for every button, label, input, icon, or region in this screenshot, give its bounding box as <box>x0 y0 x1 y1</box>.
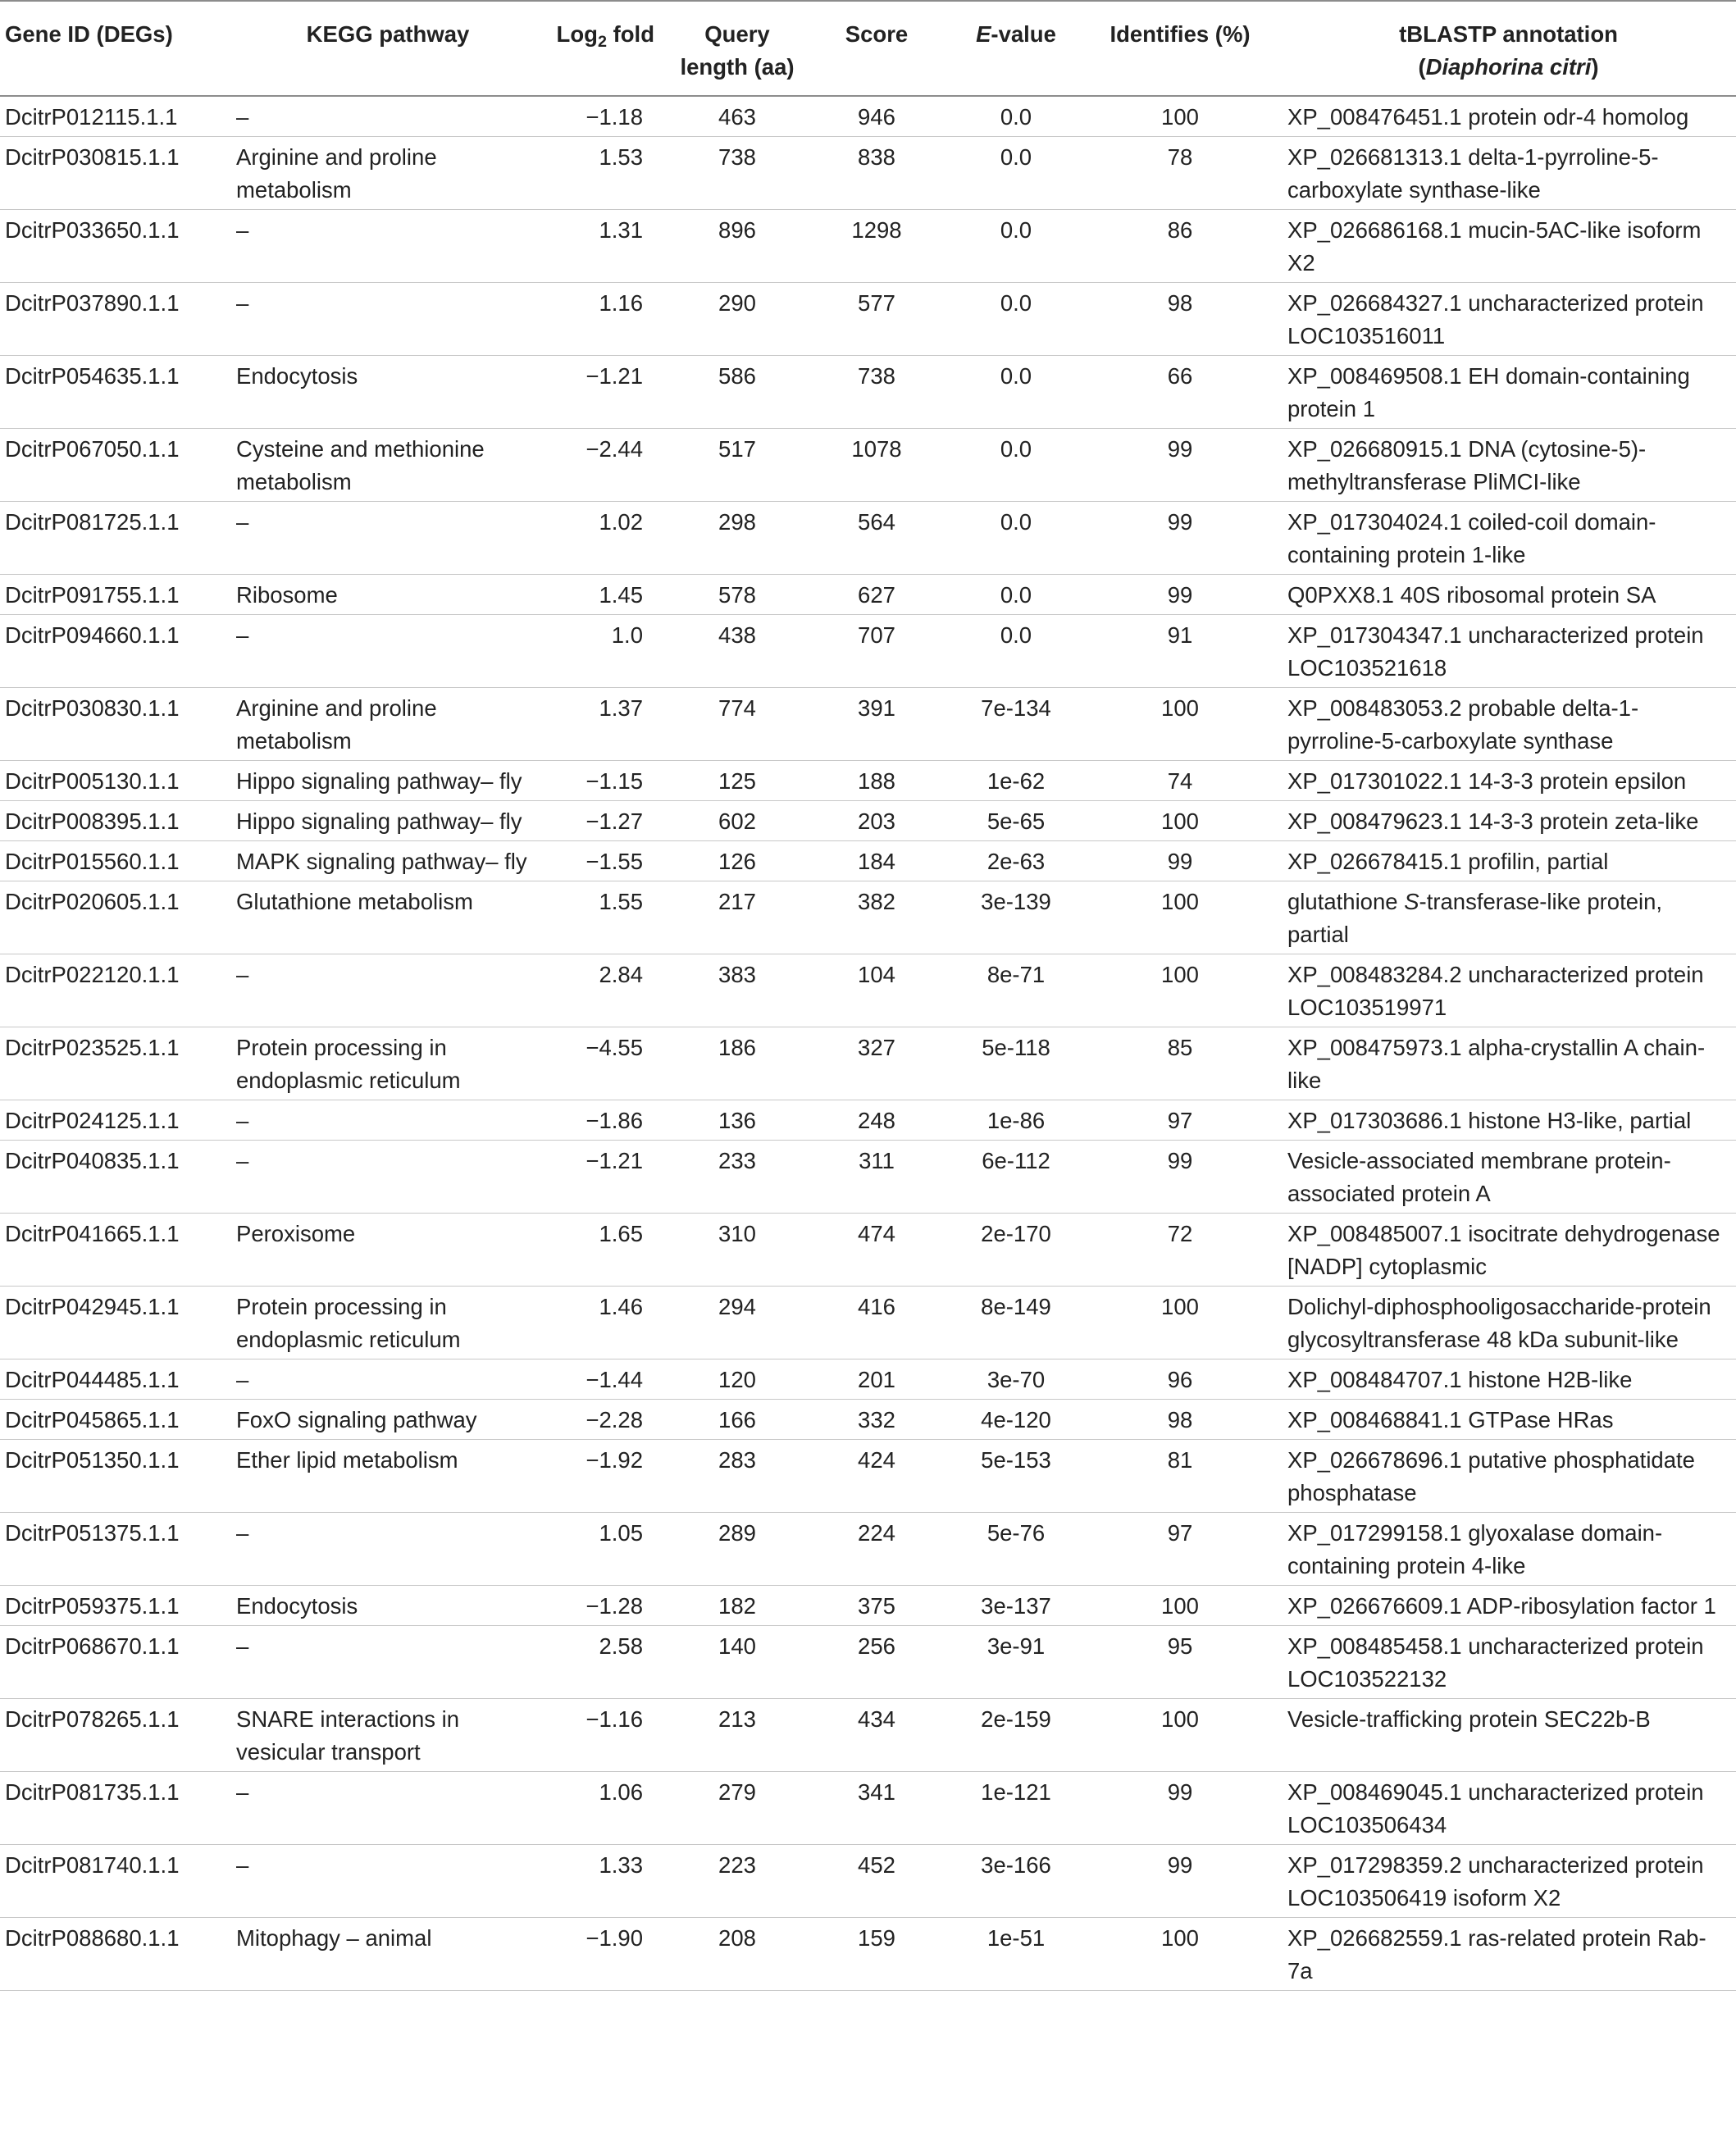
cell-log2-fold: 1.46 <box>599 1294 643 1319</box>
cell-gene-id: DcitrP030830.1.1 <box>5 695 180 721</box>
table-row <box>0 1918 1736 1991</box>
cell-annotation: XP_017304347.1 uncharacterized protein LOC103521618 <box>1287 622 1704 681</box>
cell-log2-fold: 2.84 <box>599 962 643 987</box>
cell-log2-fold: −2.44 <box>586 436 643 462</box>
cell-e-value: 0.0 <box>1000 436 1032 462</box>
cell-kegg-pathway: Mitophagy – animal <box>236 1925 432 1951</box>
cell-e-value: 0.0 <box>1000 582 1032 608</box>
cell-identities: 95 <box>1167 1633 1193 1659</box>
header-annotation-species: Diaphorina citri <box>1425 54 1592 80</box>
cell-gene-id: DcitrP041665.1.1 <box>5 1221 180 1246</box>
cell-kegg-pathway: FoxO signaling pathway <box>236 1407 477 1432</box>
header-fold-text: fold <box>606 21 654 47</box>
cell-identities: 99 <box>1167 509 1193 535</box>
table-row <box>0 1440 1736 1513</box>
cell-query-length: 166 <box>718 1407 756 1432</box>
cell-query-length: 896 <box>718 217 756 243</box>
cell-score: 104 <box>858 962 895 987</box>
cell-identities: 100 <box>1161 1593 1199 1619</box>
table-row <box>0 1845 1736 1918</box>
cell-log2-fold: 1.02 <box>599 509 643 535</box>
cell-query-length: 310 <box>718 1221 756 1246</box>
cell-query-length: 774 <box>718 695 756 721</box>
cell-kegg-pathway: – <box>236 1779 249 1805</box>
cell-identities: 74 <box>1167 768 1193 794</box>
cell-gene-id: DcitrP059375.1.1 <box>5 1593 180 1619</box>
cell-gene-id: DcitrP015560.1.1 <box>5 849 180 874</box>
table-row <box>0 429 1736 502</box>
header-query-length <box>668 1 807 96</box>
cell-query-length: 383 <box>718 962 756 987</box>
table-row <box>0 1699 1736 1772</box>
cell-gene-id: DcitrP067050.1.1 <box>5 436 180 462</box>
cell-annotation: XP_026678415.1 profilin, partial <box>1287 849 1609 874</box>
cell-query-length: 586 <box>718 363 756 389</box>
table-row <box>0 1141 1736 1214</box>
cell-score: 627 <box>858 582 895 608</box>
cell-log2-fold: 1.55 <box>599 889 643 914</box>
annotation-text-part: glutathione <box>1287 889 1405 914</box>
cell-log2-fold: 1.06 <box>599 1779 643 1805</box>
cell-score: 424 <box>858 1447 895 1473</box>
cell-identities: 100 <box>1161 889 1199 914</box>
cell-annotation: Vesicle-associated membrane protein-associated protein A <box>1287 1148 1671 1206</box>
cell-score: 564 <box>858 509 895 535</box>
header-annotation-paren-close: ) <box>1591 54 1599 80</box>
cell-log2-fold: −1.44 <box>586 1367 643 1392</box>
cell-e-value: 0.0 <box>1000 144 1032 170</box>
table-row <box>0 761 1736 801</box>
cell-gene-id: DcitrP091755.1.1 <box>5 582 180 608</box>
cell-score: 707 <box>858 622 895 648</box>
cell-kegg-pathway: – <box>236 622 249 648</box>
table-row <box>0 1400 1736 1440</box>
cell-log2-fold: 1.45 <box>599 582 643 608</box>
cell-kegg-pathway: Ribosome <box>236 582 338 608</box>
cell-kegg-pathway: Glutathione metabolism <box>236 889 473 914</box>
cell-kegg-pathway: Peroxisome <box>236 1221 356 1246</box>
cell-log2-fold: −1.92 <box>586 1447 643 1473</box>
cell-identities: 91 <box>1167 622 1193 648</box>
cell-gene-id: DcitrP030815.1.1 <box>5 144 180 170</box>
header-score-label: Score <box>845 21 909 47</box>
cell-annotation: XP_008475973.1 alpha-crystallin A chain-like <box>1287 1035 1706 1093</box>
cell-identities: 100 <box>1161 962 1199 987</box>
cell-query-length: 602 <box>718 808 756 834</box>
cell-annotation: XP_017304024.1 coiled-coil domain-containing protein 1-like <box>1287 509 1656 567</box>
cell-gene-id: DcitrP078265.1.1 <box>5 1706 180 1732</box>
cell-query-length: 233 <box>718 1148 756 1173</box>
cell-log2-fold: −4.55 <box>586 1035 643 1060</box>
cell-identities: 100 <box>1161 695 1199 721</box>
cell-annotation: XP_008476451.1 protein odr-4 homolog <box>1287 104 1689 130</box>
cell-query-length: 140 <box>718 1633 756 1659</box>
cell-identities: 100 <box>1161 1925 1199 1951</box>
cell-e-value: 8e-71 <box>986 962 1046 987</box>
table-row <box>0 1100 1736 1141</box>
cell-annotation: XP_017299158.1 glyoxalase domain-containing protein 4-like <box>1287 1520 1663 1578</box>
cell-kegg-pathway: Endocytosis <box>236 363 358 389</box>
cell-e-value: 0.0 <box>1000 622 1032 648</box>
cell-log2-fold: −1.28 <box>586 1593 643 1619</box>
cell-e-value: 3e-139 <box>981 889 1051 914</box>
table-row <box>0 841 1736 881</box>
cell-query-length: 294 <box>718 1294 756 1319</box>
cell-log2-fold: −1.55 <box>586 849 643 874</box>
cell-annotation: XP_008469508.1 EH domain-containing protein 1 <box>1287 363 1690 421</box>
cell-e-value: 1e-86 <box>986 1108 1046 1133</box>
cell-identities: 100 <box>1161 1294 1199 1319</box>
table-row <box>0 615 1736 688</box>
cell-gene-id: DcitrP033650.1.1 <box>5 217 180 243</box>
cell-score: 1298 <box>851 217 902 243</box>
cell-log2-fold: −1.16 <box>586 1706 643 1732</box>
cell-gene-id: DcitrP024125.1.1 <box>5 1108 180 1133</box>
cell-kegg-pathway: – <box>236 1108 249 1133</box>
cell-kegg-pathway: Arginine and proline metabolism <box>236 144 437 203</box>
cell-score: 382 <box>858 889 895 914</box>
cell-gene-id: DcitrP037890.1.1 <box>5 290 180 316</box>
cell-query-length: 213 <box>718 1706 756 1732</box>
header-identities <box>1086 1 1274 96</box>
cell-log2-fold: −2.28 <box>586 1407 643 1432</box>
cell-gene-id: DcitrP044485.1.1 <box>5 1367 180 1392</box>
table-row <box>0 1027 1736 1100</box>
cell-e-value: 3e-166 <box>981 1852 1051 1878</box>
cell-kegg-pathway: – <box>236 1148 249 1173</box>
cell-query-length: 279 <box>718 1779 756 1805</box>
cell-log2-fold: −1.21 <box>586 1148 643 1173</box>
cell-kegg-pathway: – <box>236 290 249 316</box>
header-kegg-pathway-label: KEGG pathway <box>306 21 470 47</box>
cell-kegg-pathway: – <box>236 1367 249 1392</box>
cell-e-value: 0.0 <box>1000 363 1032 389</box>
cell-kegg-pathway: – <box>236 217 249 243</box>
cell-score: 838 <box>858 144 895 170</box>
cell-e-value: 2e-63 <box>986 849 1046 874</box>
cell-e-value: 5e-153 <box>981 1447 1051 1473</box>
cell-identities: 97 <box>1167 1108 1193 1133</box>
cell-query-length: 517 <box>718 436 756 462</box>
cell-kegg-pathway: MAPK signaling pathway– fly <box>236 849 527 874</box>
cell-gene-id: DcitrP005130.1.1 <box>5 768 180 794</box>
cell-query-length: 290 <box>718 290 756 316</box>
cell-score: 946 <box>858 104 895 130</box>
cell-kegg-pathway: Protein processing in endoplasmic reticulum <box>236 1294 461 1352</box>
cell-identities: 72 <box>1167 1221 1193 1246</box>
table-row <box>0 1772 1736 1845</box>
cell-gene-id: DcitrP054635.1.1 <box>5 363 180 389</box>
cell-e-value: 0.0 <box>1000 217 1032 243</box>
cell-kegg-pathway: – <box>236 1633 249 1659</box>
cell-identities: 100 <box>1161 104 1199 130</box>
cell-log2-fold: −1.90 <box>586 1925 643 1951</box>
cell-annotation: XP_017301022.1 14-3-3 protein epsilon <box>1287 768 1687 794</box>
cell-log2-fold: −1.18 <box>586 104 643 130</box>
cell-query-length: 182 <box>718 1593 756 1619</box>
cell-e-value: 7e-134 <box>981 695 1051 721</box>
header-e-value-rest: -value <box>991 21 1056 47</box>
cell-e-value: 5e-76 <box>986 1520 1046 1546</box>
cell-score: 577 <box>858 290 895 316</box>
table-row <box>0 954 1736 1027</box>
header-e-value-italic: E <box>976 21 991 47</box>
table-body <box>0 96 1736 1991</box>
cell-log2-fold: 1.31 <box>599 217 643 243</box>
header-log-subscript: 2 <box>597 32 607 51</box>
cell-kegg-pathway: Endocytosis <box>236 1593 358 1619</box>
cell-query-length: 738 <box>718 144 756 170</box>
header-row <box>0 1 1736 96</box>
table-row <box>0 881 1736 954</box>
cell-identities: 86 <box>1167 217 1193 243</box>
cell-gene-id: DcitrP051375.1.1 <box>5 1520 180 1546</box>
cell-score: 311 <box>859 1148 895 1173</box>
cell-kegg-pathway: – <box>236 509 249 535</box>
cell-annotation: XP_008479623.1 14-3-3 protein zeta-like <box>1287 808 1699 834</box>
cell-query-length: 125 <box>718 768 756 794</box>
table-row <box>0 210 1736 283</box>
cell-identities: 99 <box>1167 849 1193 874</box>
cell-gene-id: DcitrP094660.1.1 <box>5 622 180 648</box>
header-score <box>807 1 946 96</box>
table-row <box>0 1513 1736 1586</box>
cell-kegg-pathway: Ether lipid metabolism <box>236 1447 458 1473</box>
cell-identities: 99 <box>1167 436 1193 462</box>
cell-query-length: 463 <box>718 104 756 130</box>
cell-query-length: 208 <box>718 1925 756 1951</box>
cell-identities: 66 <box>1167 363 1193 389</box>
cell-e-value: 3e-137 <box>981 1593 1051 1619</box>
cell-gene-id: DcitrP020605.1.1 <box>5 889 180 914</box>
table-row <box>0 1359 1736 1400</box>
cell-annotation: XP_008468841.1 GTPase HRas <box>1287 1407 1614 1432</box>
cell-gene-id: DcitrP081735.1.1 <box>5 1779 180 1805</box>
cell-gene-id: DcitrP081725.1.1 <box>5 509 180 535</box>
annotation-text-part: -transferase-like protein, partial <box>1287 889 1663 947</box>
cell-query-length: 120 <box>718 1367 756 1392</box>
cell-score: 416 <box>858 1294 895 1319</box>
cell-kegg-pathway: Hippo signaling pathway– fly <box>236 808 522 834</box>
cell-gene-id: DcitrP012115.1.1 <box>5 104 178 130</box>
cell-score: 1078 <box>851 436 902 462</box>
cell-annotation: XP_026684327.1 uncharacterized protein LOC103516011 <box>1287 290 1704 348</box>
cell-query-length: 289 <box>718 1520 756 1546</box>
header-kegg-pathway <box>235 1 540 96</box>
cell-query-length: 283 <box>718 1447 756 1473</box>
cell-e-value: 5e-118 <box>982 1035 1050 1060</box>
cell-query-length: 578 <box>718 582 756 608</box>
table-row <box>0 1287 1736 1359</box>
cell-gene-id: DcitrP042945.1.1 <box>5 1294 180 1319</box>
cell-e-value: 2e-159 <box>981 1706 1051 1732</box>
cell-query-length: 298 <box>718 509 756 535</box>
cell-log2-fold: 1.0 <box>611 622 643 648</box>
cell-kegg-pathway: – <box>236 962 249 987</box>
cell-annotation: XP_008485007.1 isocitrate dehydrogenase [NADP] cytoplasmic <box>1287 1221 1720 1279</box>
cell-gene-id: DcitrP022120.1.1 <box>5 962 180 987</box>
cell-score: 391 <box>858 695 895 721</box>
cell-kegg-pathway: Cysteine and methionine metabolism <box>236 436 485 494</box>
cell-score: 203 <box>858 808 895 834</box>
cell-annotation: XP_026678696.1 putative phosphatidate phosphatase <box>1287 1447 1695 1505</box>
cell-annotation: Q0PXX8.1 40S ribosomal protein SA <box>1287 582 1656 608</box>
cell-score: 332 <box>858 1407 895 1432</box>
cell-identities: 99 <box>1167 582 1193 608</box>
table-row <box>0 1626 1736 1699</box>
header-gene-id-label: Gene ID (DEGs) <box>5 21 173 47</box>
cell-log2-fold: −1.86 <box>586 1108 643 1133</box>
cell-identities: 100 <box>1161 808 1199 834</box>
cell-annotation: XP_008484707.1 histone H2B-like <box>1287 1367 1633 1392</box>
cell-gene-id: DcitrP008395.1.1 <box>5 808 180 834</box>
cell-e-value: 3e-70 <box>986 1367 1046 1392</box>
cell-query-length: 217 <box>718 889 756 914</box>
cell-score: 248 <box>858 1108 895 1133</box>
table-row <box>0 356 1736 429</box>
cell-score: 201 <box>858 1367 895 1392</box>
cell-annotation: XP_008483284.2 uncharacterized protein LOC103519971 <box>1287 962 1704 1020</box>
cell-log2-fold: 1.33 <box>599 1852 643 1878</box>
header-log2-fold <box>540 1 668 96</box>
cell-annotation <box>1274 881 1736 954</box>
cell-identities: 85 <box>1167 1035 1193 1060</box>
header-tblastp-annotation <box>1274 1 1736 96</box>
cell-annotation: XP_008485458.1 uncharacterized protein LOC103522132 <box>1287 1633 1704 1692</box>
cell-gene-id: DcitrP023525.1.1 <box>5 1035 180 1060</box>
table-row <box>0 137 1736 210</box>
cell-gene-id: DcitrP081740.1.1 <box>5 1852 180 1878</box>
header-identities-label: Identifies (%) <box>1109 21 1251 47</box>
table-row <box>0 575 1736 615</box>
header-query-length-line1: Query <box>704 21 770 47</box>
cell-identities: 96 <box>1167 1367 1193 1392</box>
cell-score: 452 <box>858 1852 895 1878</box>
cell-kegg-pathway: SNARE interactions in vesicular transport <box>236 1706 460 1765</box>
cell-kegg-pathway: Hippo signaling pathway– fly <box>236 768 522 794</box>
cell-annotation: XP_026680915.1 DNA (cytosine-5)-methyltransferase PliMCI-like <box>1287 436 1647 494</box>
cell-log2-fold: 1.16 <box>599 290 643 316</box>
cell-e-value: 0.0 <box>1000 104 1032 130</box>
cell-query-length: 186 <box>718 1035 756 1060</box>
cell-query-length: 438 <box>718 622 756 648</box>
cell-kegg-pathway: Arginine and proline metabolism <box>236 695 437 754</box>
cell-log2-fold: 2.58 <box>599 1633 643 1659</box>
cell-annotation: Vesicle-trafficking protein SEC22b-B <box>1287 1706 1651 1732</box>
cell-score: 738 <box>858 363 895 389</box>
table-row <box>0 801 1736 841</box>
header-annotation-line1: tBLASTP annotation <box>1399 21 1618 47</box>
cell-annotation: XP_026682559.1 ras-related protein Rab-7a <box>1287 1925 1706 1983</box>
cell-gene-id: DcitrP045865.1.1 <box>5 1407 180 1432</box>
cell-identities: 81 <box>1167 1447 1193 1473</box>
cell-log2-fold: 1.37 <box>599 695 643 721</box>
cell-score: 327 <box>858 1035 895 1060</box>
header-log-text: Log <box>556 21 598 47</box>
cell-annotation: XP_017303686.1 histone H3-like, partial <box>1287 1108 1692 1133</box>
cell-identities: 99 <box>1167 1148 1193 1173</box>
cell-score: 341 <box>858 1779 895 1805</box>
cell-query-length: 126 <box>718 849 756 874</box>
cell-kegg-pathway: – <box>236 1852 249 1878</box>
table-row <box>0 1586 1736 1626</box>
cell-e-value: 6e-112 <box>982 1148 1050 1173</box>
table-row <box>0 283 1736 356</box>
table-row <box>0 96 1736 137</box>
cell-e-value: 5e-65 <box>986 808 1046 834</box>
table-row <box>0 1214 1736 1287</box>
cell-annotation: XP_026676609.1 ADP-ribosylation factor 1 <box>1287 1593 1716 1619</box>
cell-e-value: 8e-149 <box>981 1294 1051 1319</box>
table-header <box>0 1 1736 96</box>
cell-e-value: 2e-170 <box>981 1221 1051 1246</box>
table-row <box>0 688 1736 761</box>
cell-identities: 97 <box>1167 1520 1193 1546</box>
header-query-length-line2: length (aa) <box>680 54 795 80</box>
cell-annotation: XP_026686168.1 mucin-5AC-like isoform X2 <box>1287 217 1702 276</box>
cell-e-value: 1e-62 <box>986 768 1046 794</box>
cell-identities: 98 <box>1167 290 1193 316</box>
cell-annotation: XP_017298359.2 uncharacterized protein LOC103506419 isoform X2 <box>1287 1852 1704 1911</box>
cell-kegg-pathway: – <box>236 1520 249 1546</box>
cell-log2-fold: −1.21 <box>586 363 643 389</box>
cell-log2-fold: −1.27 <box>586 808 643 834</box>
header-e-value <box>946 1 1086 96</box>
cell-score: 256 <box>858 1633 895 1659</box>
cell-score: 375 <box>858 1593 895 1619</box>
cell-annotation: Dolichyl-diphosphooligosaccharide-protein glycosyltransferase 48 kDa subunit-like <box>1287 1294 1711 1352</box>
cell-query-length: 136 <box>718 1108 756 1133</box>
cell-score: 224 <box>858 1520 895 1546</box>
cell-score: 188 <box>858 768 895 794</box>
cell-score: 159 <box>858 1925 895 1951</box>
cell-kegg-pathway: Protein processing in endoplasmic reticulum <box>236 1035 461 1093</box>
cell-e-value: 4e-120 <box>981 1407 1051 1432</box>
table-row <box>0 502 1736 575</box>
cell-annotation: XP_008469045.1 uncharacterized protein LOC103506434 <box>1287 1779 1704 1838</box>
cell-identities: 99 <box>1167 1852 1193 1878</box>
cell-gene-id: DcitrP040835.1.1 <box>5 1148 180 1173</box>
cell-log2-fold: −1.15 <box>586 768 643 794</box>
cell-gene-id: DcitrP051350.1.1 <box>5 1447 180 1473</box>
cell-identities: 100 <box>1161 1706 1199 1732</box>
cell-score: 434 <box>858 1706 895 1732</box>
cell-identities: 78 <box>1167 144 1193 170</box>
cell-e-value: 0.0 <box>1000 509 1032 535</box>
cell-gene-id: DcitrP068670.1.1 <box>5 1633 180 1659</box>
cell-identities: 99 <box>1167 1779 1193 1805</box>
cell-e-value: 0.0 <box>1000 290 1032 316</box>
cell-log2-fold: 1.65 <box>599 1221 643 1246</box>
cell-e-value: 1e-121 <box>981 1779 1051 1805</box>
cell-log2-fold: 1.05 <box>599 1520 643 1546</box>
cell-score: 474 <box>858 1221 895 1246</box>
cell-e-value: 3e-91 <box>986 1633 1046 1659</box>
cell-annotation: XP_008483053.2 probable delta-1-pyrroline-5-carboxylate synthase <box>1287 695 1639 754</box>
cell-gene-id: DcitrP088680.1.1 <box>5 1925 180 1951</box>
cell-kegg-pathway: – <box>236 104 249 130</box>
header-annotation-paren-open: ( <box>1418 54 1426 80</box>
cell-score: 184 <box>858 849 895 874</box>
cell-annotation: XP_026681313.1 delta-1-pyrroline-5-carboxylate synthase-like <box>1287 144 1659 203</box>
cell-log2-fold: 1.53 <box>599 144 643 170</box>
header-gene-id <box>0 1 235 96</box>
cell-identities: 98 <box>1167 1407 1193 1432</box>
cell-query-length: 223 <box>718 1852 756 1878</box>
cell-e-value: 1e-51 <box>986 1925 1046 1951</box>
annotation-italic-s: S <box>1404 889 1419 914</box>
